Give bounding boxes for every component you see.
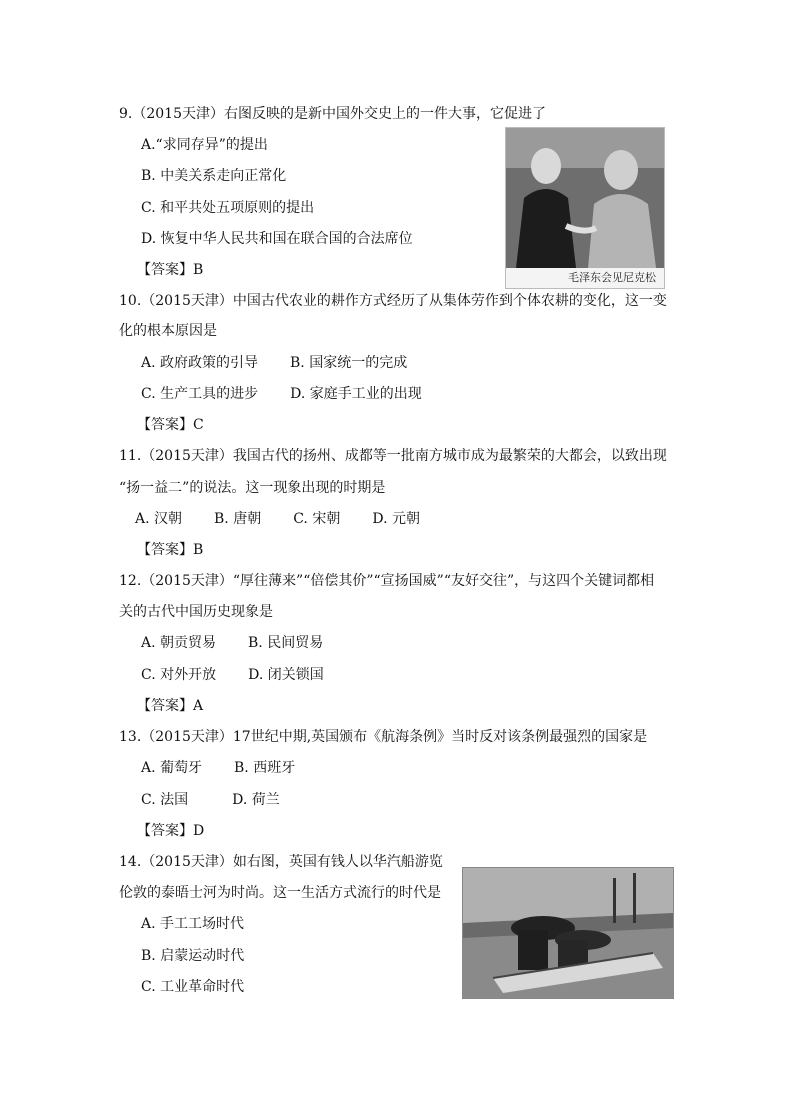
q11-stem-line1: 11.（2015天津）我国古代的扬州、成都等一批南方城市成为最繁荣的大都会，以致出现 — [119, 448, 667, 464]
q14-photo — [462, 867, 674, 999]
q10-answer: 【答案】C — [137, 417, 204, 433]
q14-stem-line1: 14.（2015天津）如右图，英国有钱人以华汽船游览 — [119, 854, 443, 870]
q13-options-row2 — [141, 790, 280, 810]
q13-options-row1 — [141, 758, 295, 778]
q11-option-b: B. 唐朝 — [214, 511, 262, 527]
q13-option-a: A. 葡萄牙 — [141, 760, 203, 776]
q13-option-b: B. 西班牙 — [234, 760, 296, 776]
q9-option-c: C. 和平共处五项原则的提出 — [141, 200, 315, 216]
handshake-photo-icon — [506, 128, 664, 268]
q13-option-d: D. 荷兰 — [232, 792, 280, 808]
q12-answer: 【答案】A — [137, 698, 204, 714]
q10-option-c: C. 生产工具的进步 — [141, 386, 259, 402]
q9-option-a: A.“求同存异”的提出 — [141, 137, 268, 153]
q10-stem-line1: 10.（2015天津）中国古代农业的耕作方式经历了从集体劳作到个体农耕的变化，这一变 — [119, 293, 667, 309]
q10-options-row1 — [141, 353, 407, 373]
q12-options-row2 — [141, 665, 324, 685]
q12-option-b: B. 民间贸易 — [248, 635, 324, 651]
q10-option-d: D. 家庭手工业的出现 — [290, 386, 422, 402]
q9-answer: 【答案】B — [137, 262, 204, 278]
q9-stem: 9.（2015天津）右图反映的是新中国外交史上的一件大事，它促进了 — [119, 106, 546, 122]
q9-photo — [505, 127, 665, 289]
q11-option-d: D. 元朝 — [372, 511, 420, 527]
q14-option-c: C. 工业革命时代 — [141, 979, 245, 995]
q9-option-b: B. 中美关系走向正常化 — [141, 168, 287, 184]
q10-options-row2 — [141, 384, 422, 404]
q11-answer: 【答案】B — [137, 542, 204, 558]
q14-option-b: B. 启蒙运动时代 — [141, 948, 245, 964]
q12-option-d: D. 闭关锁国 — [248, 667, 324, 683]
q10-option-a: A. 政府政策的引导 — [141, 355, 259, 371]
steamboat-photo-icon — [463, 868, 673, 998]
q12-option-c: C. 对外开放 — [141, 667, 217, 683]
q13-stem: 13.（2015天津）17世纪中期,英国颁布《航海条例》当时反对该条例最强烈的国家是 — [119, 729, 648, 745]
q14-option-a: A. 手工工场时代 — [141, 916, 245, 932]
q10-option-b: B. 国家统一的完成 — [290, 355, 408, 371]
q10-stem-line2: 化的根本原因是 — [119, 323, 217, 339]
q9-photo-caption: 毛泽东会见尼克松 — [506, 268, 664, 288]
q11-options-row — [135, 509, 420, 529]
q12-options-row1 — [141, 633, 323, 653]
q13-option-c: C. 法国 — [141, 792, 189, 808]
q12-option-a: A. 朝贡贸易 — [141, 635, 217, 651]
q13-answer: 【答案】D — [137, 823, 205, 839]
q11-option-c: C. 宋朝 — [293, 511, 341, 527]
q11-option-a: A. 汉朝 — [135, 511, 183, 527]
q12-stem-line2: 关的古代中国历史现象是 — [119, 604, 273, 620]
q12-stem-line1: 12.（2015天津）“厚往薄来”“倍偿其价”“宣扬国威”“友好交往”，与这四个关键词都相 — [119, 573, 655, 589]
q14-stem-line2: 伦敦的泰晤士河为时尚。这一生活方式流行的时代是 — [119, 885, 441, 901]
q11-stem-line2: “扬一益二”的说法。这一现象出现的时期是 — [119, 480, 386, 496]
q9-option-d: D. 恢复中华人民共和国在联合国的合法席位 — [141, 231, 413, 247]
